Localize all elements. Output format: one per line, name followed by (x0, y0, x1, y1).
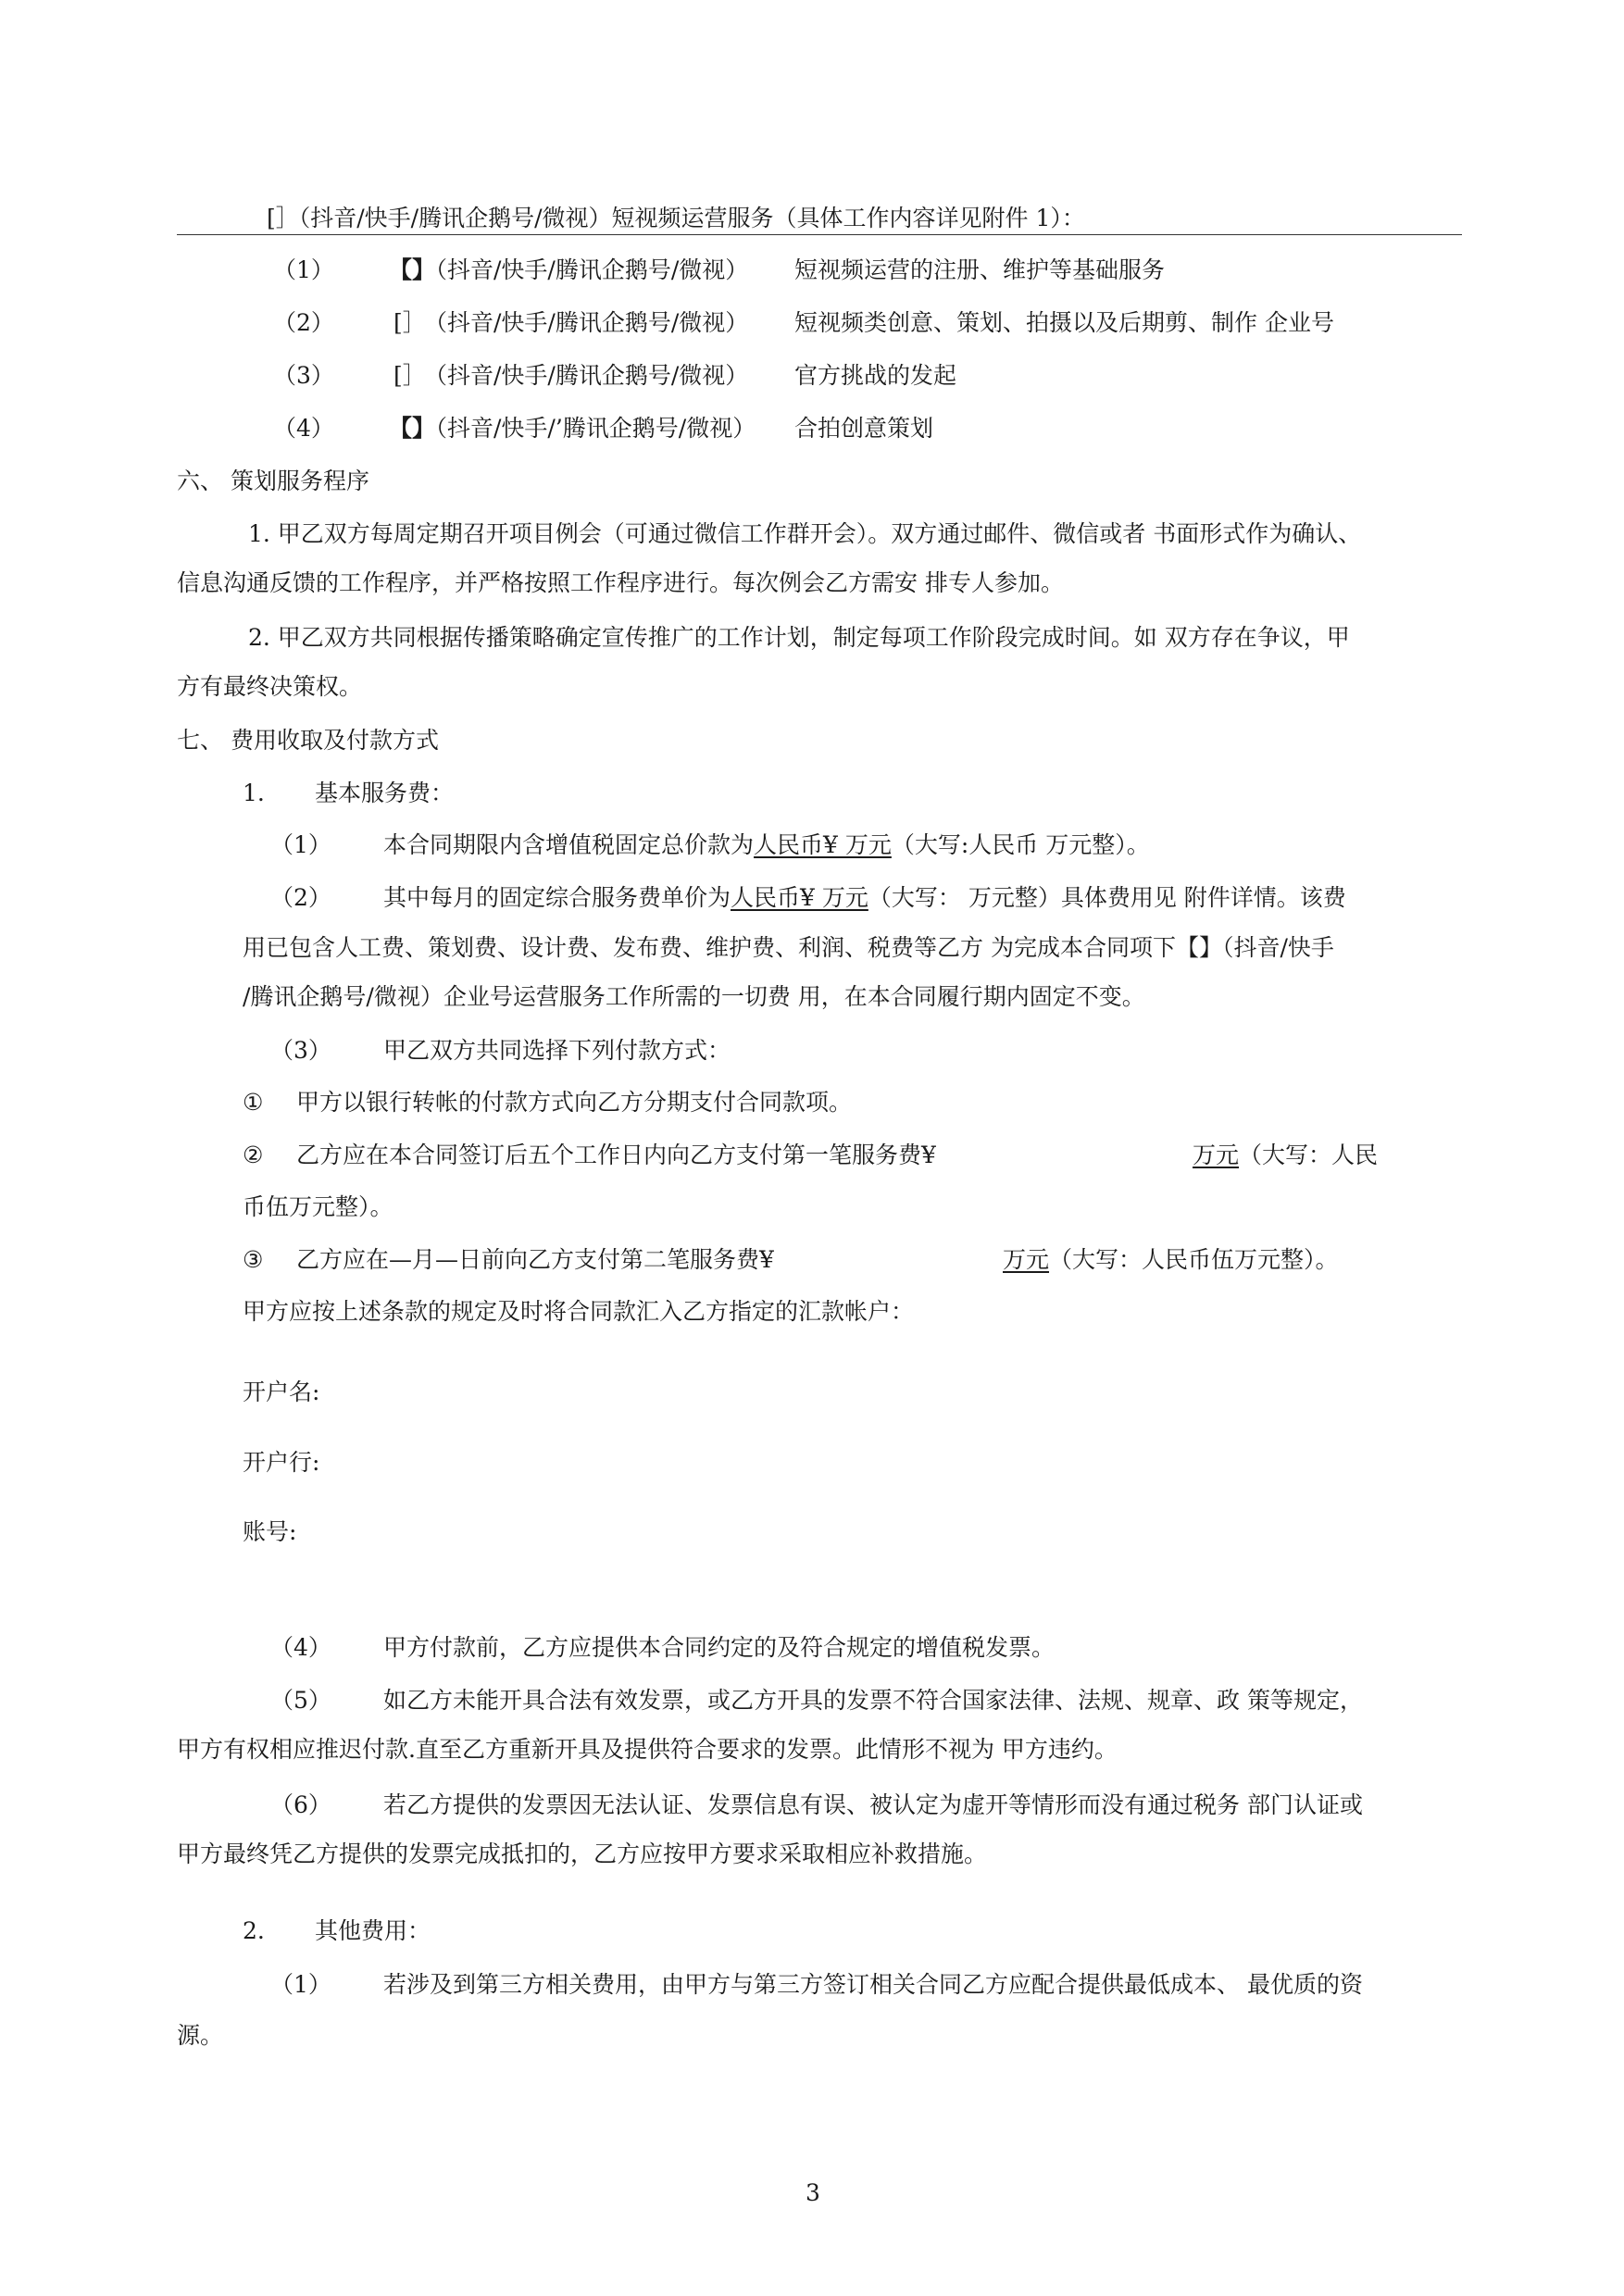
s6-p1-line2: 信息沟通反馈的工作程序，并严格按照工作程序进行。每次例会乙方需安 排专人参加。 (177, 569, 1064, 596)
sub2-num: 2. (243, 1917, 265, 1944)
s6-p2-line2: 方有最终决策权。 (177, 673, 363, 700)
item-num: （1） (273, 256, 334, 283)
i5-num: （5） (270, 1687, 331, 1714)
account-name-label: 开户名: (243, 1379, 320, 1405)
i5-line2: 甲方有权相应推迟付款.直至乙方重新开具及提供符合要求的发票。此情形不视为 甲方违约。 (177, 1736, 1118, 1763)
remit-text: 甲方应按上述条款的规定及时将合同款汇入乙方指定的汇款帐户： (243, 1298, 915, 1325)
c2-post: （大写：人民 (1239, 1142, 1379, 1168)
i1-text (383, 830, 1150, 861)
c3-amount: 万元 (1003, 1246, 1050, 1273)
item-desc: 合拍创意策划 (794, 415, 934, 442)
header-rule (177, 234, 1462, 235)
i4-text: 甲方付款前，乙方应提供本合同约定的及符合规定的增值税发票。 (383, 1634, 1056, 1661)
i2-pre: 其中每月的固定综合服务费单价为 (383, 884, 731, 911)
account-bank-label: 开户行: (243, 1449, 320, 1476)
item-platform: （抖音/快手/腾讯企鹅号/微视） (424, 309, 749, 336)
item-platform: （抖音/快手/腾讯企鹅号/微视） (424, 256, 749, 283)
item-platform: （抖音/快手/’腾讯企鹅号/微视） (424, 415, 756, 442)
item-num: （3） (273, 362, 334, 389)
c2-line2: 币伍万元整）。 (243, 1193, 394, 1220)
section-7-title: 七、 费用收取及付款方式 (177, 727, 439, 754)
item-platform: （抖音/快手/腾讯企鹅号/微视） (424, 362, 749, 389)
c2-amount: 万元 (1193, 1142, 1240, 1168)
c3-num: ③ (243, 1246, 264, 1273)
c3-tail (1003, 1244, 1339, 1276)
account-number-label: 账号: (243, 1518, 297, 1545)
c1-num: ① (243, 1089, 264, 1116)
item-bracket: 【】 (389, 256, 436, 283)
o1-num: （1） (270, 1971, 331, 1998)
service-header: [］（抖音/快手/腾讯企鹅号/微视）短视频运营服务（具体工作内容详见附件 1）： (267, 205, 1085, 231)
item-bracket: [］ (394, 362, 426, 389)
i6-line2: 甲方最终凭乙方提供的发票完成抵扣的，乙方应按甲方要求采取相应补救措施。 (177, 1841, 988, 1867)
i3-text: 甲乙双方共同选择下列付款方式： (383, 1037, 731, 1064)
item-desc: 短视频类创意、策划、拍摄以及后期剪、制作 企业号 (794, 309, 1334, 336)
i4-num: （4） (270, 1634, 331, 1661)
c1-text: 甲方以银行转帐的付款方式向乙方分期支付合同款项。 (296, 1089, 853, 1116)
i2-line2: 用已包含人工费、策划费、设计费、发布费、维护费、利润、税费等乙方 为完成本合同项下【】（抖音/快手 (243, 934, 1334, 961)
i2-text (383, 882, 1346, 914)
c2-num: ② (243, 1142, 264, 1168)
item-desc: 官方挑战的发起 (794, 362, 957, 389)
item-bracket: 【】 (389, 415, 436, 442)
i1-num: （1） (270, 831, 331, 858)
i1-amount: 人民币¥ 万元 (754, 831, 892, 858)
c3-pre: 乙方应在—月—日前向乙方支付第二笔服务费¥ (296, 1246, 774, 1273)
i3-num: （3） (270, 1037, 331, 1064)
i2-amount: 人民币¥ 万元 (731, 884, 868, 911)
item-desc: 短视频运营的注册、维护等基础服务 (794, 256, 1166, 283)
i1-post: （大写:人民币 万元整）。 (891, 831, 1150, 858)
i5-text: 如乙方未能开具合法有效发票，或乙方开具的发票不符合国家法律、法规、规章、政 策等规定， (383, 1687, 1363, 1714)
sub1-num: 1. (243, 780, 265, 806)
i2-num: （2） (270, 884, 331, 911)
i6-text: 若乙方提供的发票因无法认证、发票信息有误、被认定为虚开等情形而没有通过税务 部门认证或 (383, 1791, 1363, 1818)
item-num: （2） (273, 309, 334, 336)
section-6-title: 六、 策划服务程序 (177, 468, 369, 494)
i1-pre: 本合同期限内含增值税固定总价款为 (383, 831, 755, 858)
s6-p1-line1: 1. 甲乙双方每周定期召开项目例会（可通过微信工作群开会）。双方通过邮件、微信或者 书面形式作为确认、 (248, 520, 1362, 547)
c3-post: （大写：人民币伍万元整）。 (1049, 1246, 1339, 1273)
o1-text: 若涉及到第三方相关费用，由甲方与第三方签订相关合同乙方应配合提供最低成本、 最优质的资 (383, 1971, 1363, 1998)
o1-line2: 源。 (177, 2022, 224, 2049)
sub1-text: 基本服务费： (315, 780, 455, 806)
s6-p2-line1: 2. 甲乙双方共同根据传播策略确定宣传推广的工作计划，制定每项工作阶段完成时间。如 双方存在争议，甲 (248, 624, 1350, 651)
page-number: 3 (806, 2179, 820, 2206)
item-bracket: [］ (394, 309, 426, 336)
sub2-text: 其他费用： (315, 1917, 431, 1944)
c2-tail (1193, 1140, 1378, 1171)
i6-num: （6） (270, 1791, 331, 1818)
i2-line3: /腾讯企鹅号/微视）企业号运营服务工作所需的一切费 用，在本合同履行期内固定不变。 (243, 983, 1145, 1010)
i2-post: （大写： 万元整）具体费用见 附件详情。该费 (868, 884, 1346, 911)
c2-pre: 乙方应在本合同签订后五个工作日内向乙方支付第一笔服务费¥ (296, 1142, 936, 1168)
item-num: （4） (273, 415, 334, 442)
